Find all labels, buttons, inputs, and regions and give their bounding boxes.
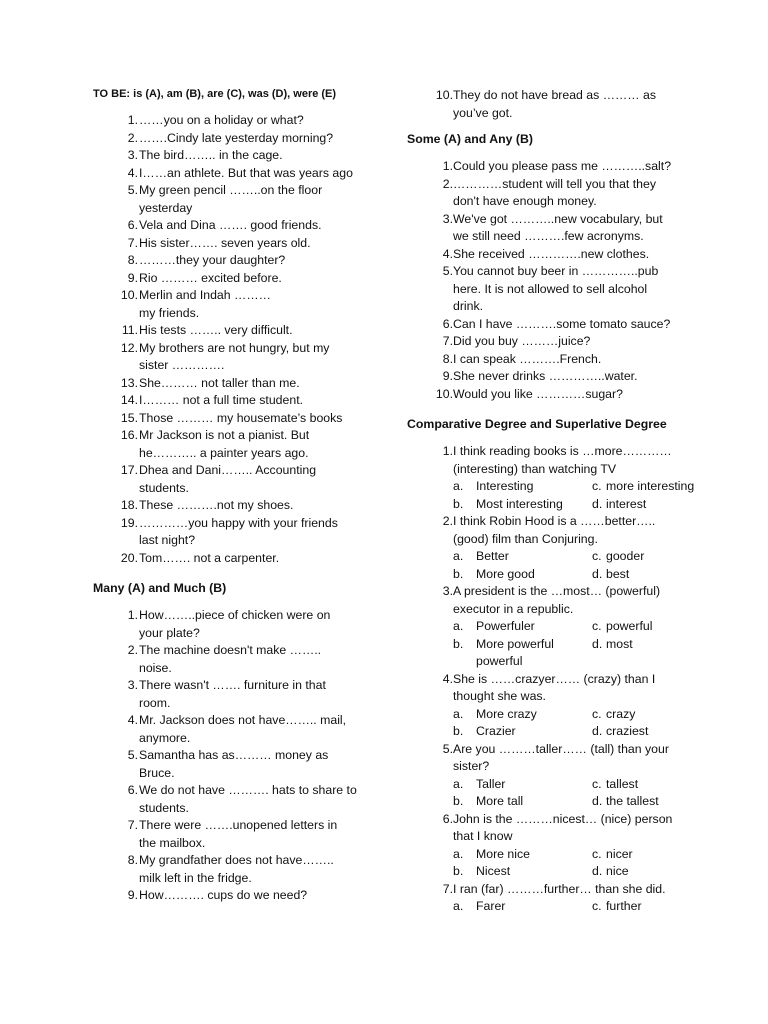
question-item <box>110 340 380 375</box>
question-text-line: executor in a republic. <box>453 601 574 616</box>
question-item <box>425 443 725 513</box>
question-item <box>425 671 725 741</box>
question-text-line: Would you like …………sugar? <box>453 386 623 401</box>
option-label: nice <box>606 864 629 878</box>
question-number: 3. <box>442 211 453 226</box>
question-text-line: We do not have ………. hats to share to <box>139 783 357 797</box>
question-text-line: I……… not a full time student. <box>139 393 304 407</box>
option-label: Most interesting <box>476 496 563 511</box>
to-be-heading: TO BE: is (A), am (B), are (C), was (D), were (E) <box>93 88 337 100</box>
question-number: 5. <box>442 741 453 756</box>
question-item <box>425 333 725 351</box>
question-item <box>425 176 725 211</box>
question-text-line: Mr. Jackson does not have…….. mail, <box>139 713 347 727</box>
question-text-line: Can I have ……….some tomato sauce? <box>453 316 671 331</box>
question-text-line: I think Robin Hood is a ……better….. <box>453 514 656 528</box>
question-text-line: room. <box>139 695 171 710</box>
question-item <box>110 462 380 497</box>
question-number: 20. <box>120 550 138 565</box>
question-text-line: Bruce. <box>139 765 175 780</box>
option-letter: c. <box>592 479 602 493</box>
option-label: interest <box>606 496 647 511</box>
answer-option <box>592 898 712 916</box>
question-item <box>425 316 725 334</box>
question-text-line: students. <box>139 480 189 495</box>
question-number: 2. <box>127 643 138 657</box>
question-number: 5. <box>127 748 138 762</box>
option-letter: d. <box>592 566 603 581</box>
question-text-line: She received ………….new clothes. <box>453 246 650 261</box>
some-any-heading: Some (A) and Any (B) <box>407 132 533 146</box>
answer-option <box>592 846 712 864</box>
question-number: 6. <box>442 811 453 826</box>
question-text-line: sister …………. <box>139 358 225 372</box>
question-text-line: There were …….unopened letters in <box>139 818 338 832</box>
question-text-line: I……an athlete. But that was years ago <box>139 165 353 180</box>
question-text-line: Mr Jackson is not a pianist. But <box>139 428 310 442</box>
question-item <box>110 497 380 515</box>
answer-option <box>592 776 712 794</box>
answer-option <box>592 793 712 811</box>
option-label: crazy <box>606 706 636 721</box>
option-label: more interesting <box>606 479 695 493</box>
question-item <box>110 817 372 852</box>
option-letter: a. <box>453 619 464 633</box>
option-label: Taller <box>476 776 506 791</box>
question-number: 7. <box>127 235 138 250</box>
question-number: 6. <box>442 316 453 331</box>
question-number: 5. <box>442 264 453 278</box>
option-letter: d. <box>592 864 603 878</box>
question-text-line: Could you please pass me ………..salt? <box>453 159 672 173</box>
question-text-line: You cannot buy beer in …………..pub <box>453 264 659 278</box>
option-letter: a. <box>453 899 464 913</box>
answer-option <box>592 653 712 671</box>
question-item <box>425 211 725 246</box>
answer-option <box>453 478 592 496</box>
question-item <box>110 747 372 782</box>
question-item <box>110 252 380 270</box>
question-number: 13. <box>120 375 138 390</box>
option-label: nicer <box>606 846 633 861</box>
option-letter: b. <box>453 636 464 651</box>
option-label: powerful <box>476 654 523 668</box>
question-number: 7. <box>442 881 453 896</box>
question-text-line: Are you ………taller…… (tall) than your <box>453 741 669 756</box>
to-be-continued-list <box>425 87 725 122</box>
question-item <box>425 811 725 881</box>
question-text-line: (good) film than Conjuring. <box>453 531 598 546</box>
question-item <box>425 513 725 583</box>
option-label: Farer <box>476 899 506 913</box>
question-text-line: John is the ………nicest… (nice) person <box>453 811 673 826</box>
question-text-line: I ran (far) ………further… than she did. <box>453 881 666 896</box>
question-text-line: Rio ……… excited before. <box>139 270 282 285</box>
option-label: Interesting <box>476 479 534 493</box>
question-number: 4. <box>127 713 138 727</box>
question-text-line: Tom……. not a carpenter. <box>139 550 280 565</box>
answer-option <box>453 548 592 566</box>
question-item <box>110 887 372 905</box>
question-text-line: She never drinks …………..water. <box>453 369 638 383</box>
question-text-line: we still need ……….few acronyms. <box>453 229 644 243</box>
option-letter: a. <box>453 549 464 563</box>
option-label: More crazy <box>476 706 537 721</box>
option-label: Nicest <box>476 864 511 878</box>
answer-option <box>453 496 592 514</box>
question-number: 5. <box>127 183 138 197</box>
question-text-line: I think reading books is …more………… <box>453 444 672 458</box>
question-text-line: last night? <box>139 533 196 547</box>
comparative-heading: Comparative Degree and Superlative Degree <box>407 417 667 431</box>
question-item <box>110 677 372 712</box>
question-text-line: thought she was. <box>453 689 546 703</box>
question-number: 4. <box>127 165 138 180</box>
question-text-line: We've got ………..new vocabulary, but <box>453 211 663 226</box>
answer-option <box>592 706 712 724</box>
question-number: 2. <box>127 130 138 145</box>
many-much-heading: Many (A) and Much (B) <box>93 581 227 595</box>
answer-option <box>453 793 592 811</box>
answer-option <box>592 723 712 741</box>
question-number: 2. <box>442 176 453 191</box>
question-text-line: I can speak ……….French. <box>453 351 602 366</box>
question-text-line: His tests …….. very difficult. <box>139 323 293 337</box>
question-number: 6. <box>127 218 138 232</box>
question-text-line: …………student will tell you that they <box>453 176 656 191</box>
option-label: the tallest <box>606 794 659 808</box>
question-item <box>110 130 380 148</box>
question-item <box>110 375 380 393</box>
option-letter: c. <box>592 846 602 861</box>
question-number: 18. <box>120 498 138 512</box>
question-text-line: my friends. <box>139 305 200 320</box>
option-label: powerful <box>606 619 653 633</box>
question-text-line: here. It is not allowed to sell alcohol <box>453 281 648 296</box>
question-number: 1. <box>442 444 453 458</box>
question-item <box>425 741 725 811</box>
option-label: best <box>606 566 630 581</box>
question-text-line: don't have enough money. <box>453 194 597 208</box>
answer-option <box>453 618 592 636</box>
question-number: 9. <box>127 888 138 902</box>
option-letter: a. <box>453 846 464 861</box>
question-text-line: ……you on a holiday or what? <box>139 113 304 127</box>
option-letter: d. <box>592 794 603 808</box>
question-text-line: His sister……. seven years old. <box>139 235 311 250</box>
question-item <box>110 287 380 322</box>
option-label: further <box>606 899 642 913</box>
question-item <box>110 112 380 130</box>
answer-option <box>453 723 592 741</box>
question-item <box>110 322 380 340</box>
option-letter: b. <box>453 794 464 808</box>
question-number: 4. <box>442 246 453 261</box>
question-number: 3. <box>127 678 138 692</box>
question-number: 10. <box>435 386 453 401</box>
question-number: 17. <box>120 463 138 477</box>
many-much-list <box>110 607 372 905</box>
option-letter: b. <box>453 724 464 738</box>
question-text-line: milk left in the fridge. <box>139 870 252 885</box>
question-number: 6. <box>127 783 138 797</box>
answer-option <box>592 618 712 636</box>
answer-option <box>453 653 592 671</box>
question-text-line: Did you buy ………juice? <box>453 334 591 348</box>
answer-option <box>453 566 592 584</box>
question-item <box>110 427 380 462</box>
question-text-line: noise. <box>139 660 172 675</box>
answer-option <box>453 706 592 724</box>
option-label: tallest <box>606 776 639 791</box>
answer-option <box>592 478 712 496</box>
question-number: 10. <box>435 88 453 102</box>
question-item <box>110 165 380 183</box>
question-text-line: She is ……crazyer…… (crazy) than I <box>453 671 656 686</box>
question-item <box>425 87 725 122</box>
question-text-line: Those ……… my housemate’s books <box>139 410 343 425</box>
option-letter <box>453 653 476 671</box>
question-text-line: Samantha has as……… money as <box>139 748 329 762</box>
question-number: 15. <box>120 410 138 425</box>
question-item <box>110 550 380 568</box>
question-text-line: The machine doesn't make …….. <box>139 643 322 657</box>
comparative-list <box>425 443 725 916</box>
option-label: craziest <box>606 724 649 738</box>
answer-option <box>592 566 712 584</box>
option-letter <box>592 653 606 671</box>
answer-option <box>453 863 592 881</box>
option-label: most <box>606 636 633 651</box>
question-number: 4. <box>442 671 453 686</box>
to-be-list <box>110 112 380 567</box>
option-letter: c. <box>592 776 602 791</box>
question-number: 7. <box>127 818 138 832</box>
option-letter: b. <box>453 566 464 581</box>
question-item <box>425 583 725 671</box>
question-number: 1. <box>127 608 138 622</box>
question-item <box>425 386 725 404</box>
question-item <box>425 881 725 916</box>
answer-option <box>453 776 592 794</box>
question-text-line: There wasn't ……. furniture in that <box>139 678 326 692</box>
question-item <box>110 217 380 235</box>
question-number: 2. <box>442 514 453 528</box>
option-label: More nice <box>476 846 530 861</box>
question-number: 1. <box>442 159 453 173</box>
question-number: 9. <box>127 270 138 285</box>
question-item <box>110 712 372 747</box>
question-item <box>110 235 380 253</box>
question-number: 3. <box>442 584 453 598</box>
answer-option <box>592 496 712 514</box>
option-letter: b. <box>453 864 464 878</box>
question-text-line: you’ve got. <box>453 105 513 120</box>
question-number: 1. <box>127 113 138 127</box>
question-item <box>110 515 380 550</box>
answer-option <box>453 636 592 654</box>
question-text-line: The bird…….. in the cage. <box>139 148 283 162</box>
option-letter: a. <box>453 479 464 493</box>
option-letter: d. <box>592 724 603 738</box>
question-text-line: your plate? <box>139 625 200 640</box>
question-text-line: …….Cindy late yesterday morning? <box>139 130 334 145</box>
question-item <box>110 410 380 428</box>
option-label: Crazier <box>476 724 516 738</box>
question-item <box>110 147 380 165</box>
question-number: 11. <box>121 323 138 337</box>
question-text-line: My grandfather does not have…….. <box>139 853 334 867</box>
question-text-line: the mailbox. <box>139 835 206 850</box>
question-text-line: These ……….not my shoes. <box>139 498 294 512</box>
option-label: gooder <box>606 549 645 563</box>
question-text-line: They do not have bread as ……… as <box>453 88 657 102</box>
option-letter: a. <box>453 776 464 791</box>
question-item <box>110 270 380 288</box>
question-number: 14. <box>120 393 138 407</box>
option-label: Powerfuler <box>476 619 535 633</box>
question-number: 7. <box>442 334 453 348</box>
question-item <box>110 392 380 410</box>
answer-option <box>453 898 592 916</box>
some-any-list <box>425 158 725 403</box>
question-number: 10. <box>120 288 138 302</box>
question-item <box>110 852 372 887</box>
question-item <box>425 368 725 386</box>
question-number: 8. <box>127 253 138 267</box>
answer-option <box>592 548 712 566</box>
option-label: Better <box>476 549 509 563</box>
option-letter: d. <box>592 636 603 651</box>
question-text-line: A president is the …most… (powerful) <box>453 584 661 598</box>
question-item <box>110 782 372 817</box>
question-text-line: he……….. a painter years ago. <box>139 445 309 460</box>
question-number: 16. <box>120 428 138 442</box>
question-text-line: sister? <box>453 759 490 773</box>
question-item <box>110 607 372 642</box>
question-text-line: students. <box>139 800 189 815</box>
question-number: 8. <box>442 351 453 366</box>
question-item <box>425 158 725 176</box>
answer-option <box>592 636 712 654</box>
question-item <box>425 263 725 316</box>
question-item <box>425 246 725 264</box>
question-text-line: My green pencil ……..on the floor <box>139 183 323 197</box>
question-item <box>425 351 725 369</box>
question-text-line: (interesting) than watching TV <box>453 461 617 476</box>
option-letter: d. <box>592 496 603 511</box>
question-text-line: drink. <box>453 299 484 313</box>
question-number: 9. <box>442 369 453 383</box>
option-label: More powerful <box>476 636 554 651</box>
option-label: More tall <box>476 794 524 808</box>
option-label: More good <box>476 566 535 581</box>
option-letter: c. <box>592 899 602 913</box>
option-letter: b. <box>453 496 464 511</box>
question-item <box>110 182 380 217</box>
question-text-line: How………. cups do we need? <box>139 888 308 902</box>
question-number: 8. <box>127 853 138 867</box>
option-letter: c. <box>592 619 602 633</box>
question-text-line: yesterday <box>139 200 193 215</box>
question-text-line: Vela and Dina ……. good friends. <box>139 218 322 232</box>
question-number: 3. <box>127 148 138 162</box>
question-text-line: Merlin and Indah ……… <box>139 288 271 302</box>
answer-option <box>453 846 592 864</box>
option-letter: c. <box>592 549 602 563</box>
question-number: 19. <box>120 515 138 530</box>
question-text-line: Dhea and Dani…….. Accounting <box>139 463 317 477</box>
question-number: 12. <box>120 340 138 355</box>
question-text-line: How……..piece of chicken were on <box>139 608 331 622</box>
question-text-line: My brothers are not hungry, but my <box>139 340 330 355</box>
question-text-line: ………they your daughter? <box>139 253 286 267</box>
question-text-line: …………you happy with your friends <box>139 515 338 530</box>
option-letter: a. <box>453 706 464 721</box>
answer-option <box>592 863 712 881</box>
question-item <box>110 642 372 677</box>
question-text-line: that I know <box>453 829 513 843</box>
option-letter: c. <box>592 706 602 721</box>
question-text-line: She……… not taller than me. <box>139 375 300 390</box>
question-text-line: anymore. <box>139 730 191 745</box>
